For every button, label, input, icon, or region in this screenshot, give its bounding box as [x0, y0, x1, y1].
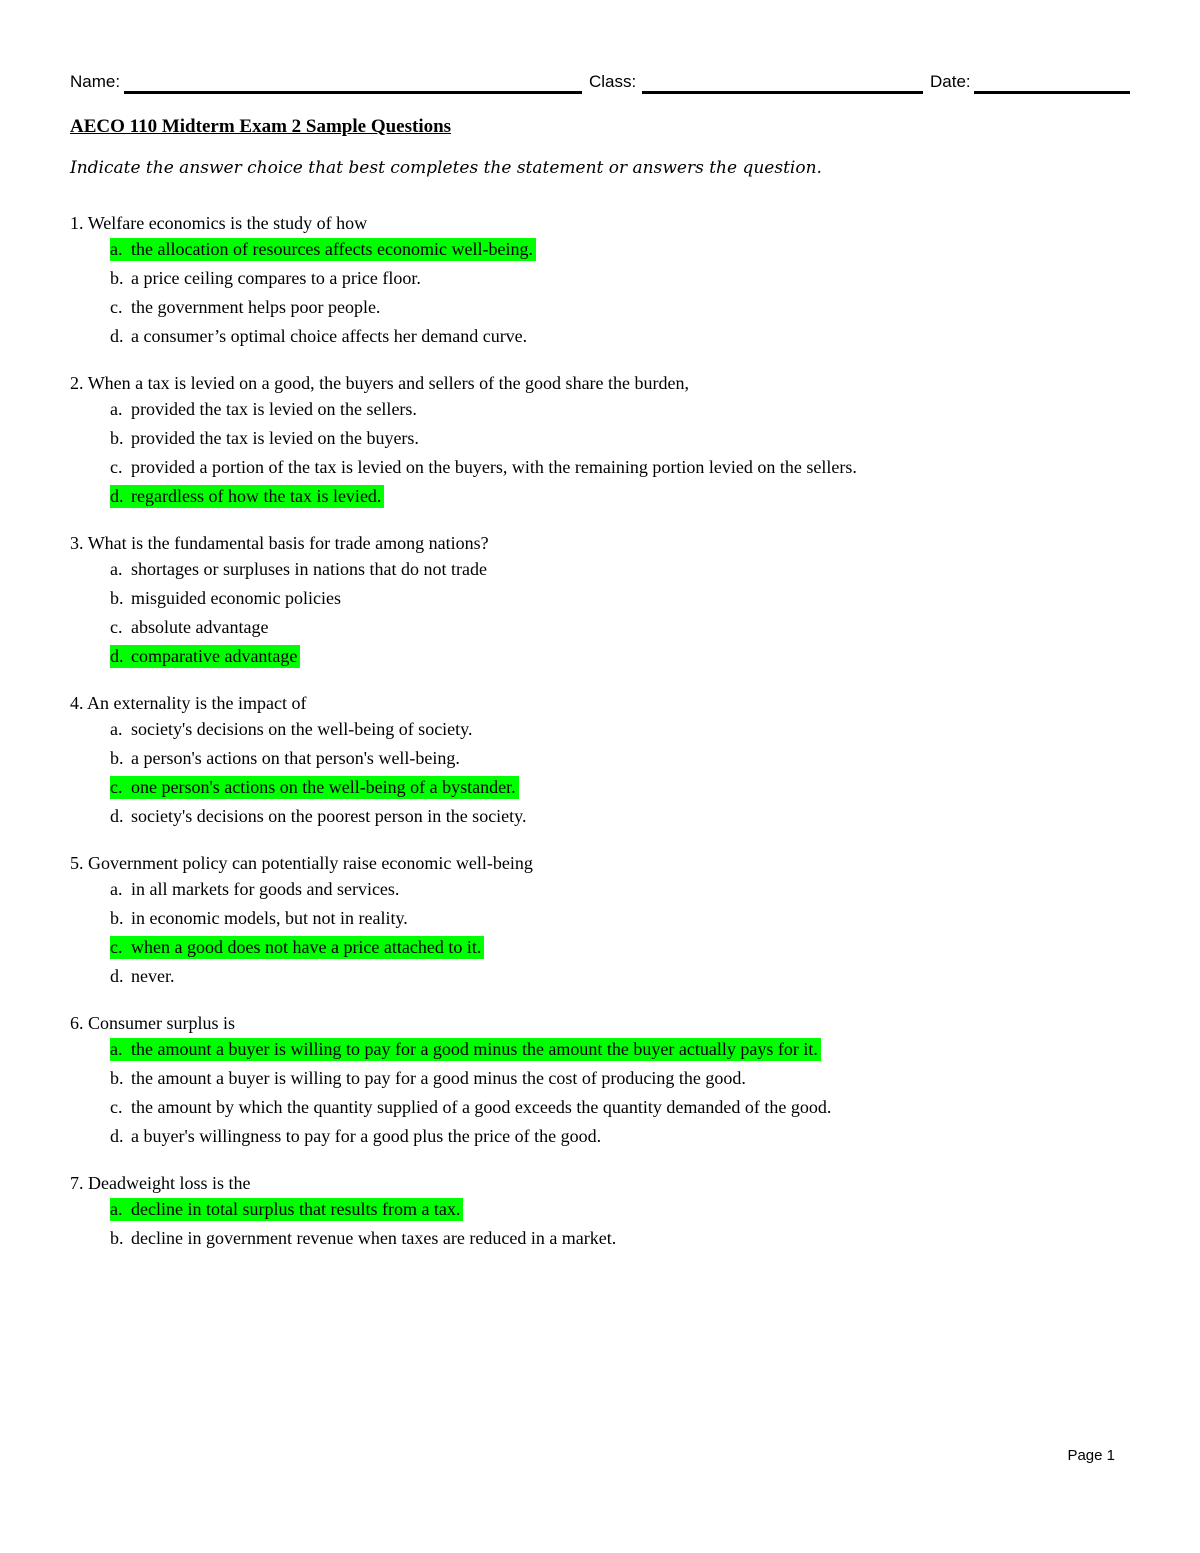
choice-letter: d. [110, 1126, 124, 1146]
question-text: Government policy can potentially raise economic well-being [88, 853, 533, 873]
choice-text: the amount a buyer is willing to pay for a good minus the amount the buyer actually pays for it. [131, 1039, 818, 1059]
question-text: Consumer surplus is [88, 1013, 236, 1033]
choice-text: the government helps poor people. [131, 297, 381, 317]
choice-text: a price ceiling compares to a price floor. [131, 268, 421, 288]
answer-choice[interactable] [110, 1227, 970, 1250]
question-item [70, 531, 970, 668]
choice-letter: b. [110, 1228, 124, 1248]
question-text: What is the fundamental basis for trade among nations? [87, 533, 489, 553]
question-item [70, 851, 970, 988]
choice-list [70, 718, 970, 828]
choice-list [70, 1038, 970, 1148]
exam-title: AECO 110 Midterm Exam 2 Sample Questions [70, 116, 452, 137]
choice-letter: b. [110, 268, 124, 288]
choice-text: one person's actions on the well-being of a bystander. [131, 777, 516, 797]
choice-content [110, 747, 460, 770]
question-stem [70, 1011, 970, 1036]
answer-choice[interactable] [110, 267, 970, 290]
choice-letter: c. [110, 457, 123, 477]
question-list [70, 211, 970, 1273]
choice-letter: b. [110, 428, 124, 448]
answer-choice[interactable] [110, 965, 970, 988]
question-item [70, 691, 970, 828]
choice-text: the amount a buyer is willing to pay for a good minus the cost of producing the good. [131, 1068, 746, 1088]
choice-list [70, 878, 970, 988]
choice-letter: c. [110, 1097, 123, 1117]
answer-choice[interactable] [110, 296, 970, 319]
choice-text: regardless of how the tax is levied. [131, 486, 382, 506]
choice-text: a consumer’s optimal choice affects her demand curve. [131, 326, 528, 346]
choice-letter: d. [110, 486, 124, 506]
question-number: 2. [70, 373, 84, 393]
choice-content [110, 1125, 601, 1148]
answer-choice[interactable] [110, 805, 970, 828]
choice-letter: d. [110, 326, 124, 346]
choice-letter: b. [110, 588, 124, 608]
choice-letter: b. [110, 908, 124, 928]
question-stem [70, 1171, 970, 1196]
choice-text: society's decisions on the well-being of society. [131, 719, 473, 739]
question-item [70, 211, 970, 348]
choice-text: society's decisions on the poorest person in the society. [131, 806, 527, 826]
choice-list [70, 238, 970, 348]
answer-choice[interactable] [110, 325, 970, 348]
choice-content [110, 398, 417, 421]
choice-content [110, 325, 527, 348]
choice-letter: c. [110, 617, 123, 637]
choice-text: decline in total surplus that results from a tax. [131, 1199, 461, 1219]
choice-letter: c. [110, 777, 123, 797]
choice-text: the allocation of resources affects economic well-being. [131, 239, 534, 259]
choice-content [110, 1067, 746, 1090]
choice-letter: c. [110, 937, 123, 957]
answer-choice[interactable] [110, 456, 970, 479]
choice-letter: a. [110, 239, 123, 259]
choice-text: provided the tax is levied on the buyers. [131, 428, 419, 448]
choice-text: provided a portion of the tax is levied on the buyers, with the remaining portion levied on the sellers. [131, 457, 857, 477]
question-stem [70, 531, 970, 556]
question-number: 4. [70, 693, 84, 713]
question-stem [70, 371, 970, 396]
choice-content [110, 936, 484, 959]
answer-choice-highlighted[interactable] [110, 238, 970, 261]
choice-content [110, 587, 341, 610]
choice-letter: d. [110, 806, 124, 826]
choice-content [110, 238, 536, 261]
answer-choice[interactable] [110, 427, 970, 450]
choice-text: a person's actions on that person's well-being. [131, 748, 460, 768]
answer-choice-highlighted[interactable] [110, 776, 970, 799]
choice-text: the amount by which the quantity supplied of a good exceeds the quantity demanded of the good. [131, 1097, 832, 1117]
choice-text: absolute advantage [131, 617, 269, 637]
choice-content [110, 616, 268, 639]
choice-list [70, 558, 970, 668]
choice-content [110, 558, 487, 581]
choice-letter: a. [110, 719, 123, 739]
choice-content [110, 805, 527, 828]
answer-choice-highlighted[interactable] [110, 1038, 970, 1061]
choice-text: comparative advantage [131, 646, 298, 666]
choice-text: a buyer's willingness to pay for a good plus the price of the good. [131, 1126, 602, 1146]
choice-text: in all markets for goods and services. [131, 879, 400, 899]
choice-content [110, 776, 519, 799]
question-item [70, 371, 970, 508]
choice-letter: d. [110, 646, 124, 666]
question-stem [70, 691, 970, 716]
choice-content [110, 1038, 821, 1061]
choice-content [110, 1198, 463, 1221]
choice-text: provided the tax is levied on the sellers. [131, 399, 417, 419]
answer-choice[interactable] [110, 398, 970, 421]
answer-choice-highlighted[interactable] [110, 485, 970, 508]
instructions: Indicate the answer choice that best completes the statement or answers the question. [70, 158, 822, 178]
choice-text: in economic models, but not in reality. [131, 908, 408, 928]
answer-choice[interactable] [110, 1125, 970, 1148]
choice-content [110, 878, 399, 901]
choice-content [110, 267, 421, 290]
question-item [70, 1171, 970, 1250]
choice-content [110, 907, 408, 930]
question-number: 1. [70, 213, 84, 233]
choice-letter: b. [110, 748, 124, 768]
choice-letter: c. [110, 297, 123, 317]
choice-list [70, 398, 970, 508]
answer-choice-highlighted[interactable] [110, 645, 970, 668]
question-text: Welfare economics is the study of how [87, 213, 368, 233]
date-blank-line[interactable] [974, 91, 1130, 94]
question-stem [70, 851, 970, 876]
question-number: 6. [70, 1013, 84, 1033]
class-label: Class: [589, 72, 637, 91]
choice-content [110, 718, 473, 741]
question-stem [70, 211, 970, 236]
choice-text: when a good does not have a price attached to it. [131, 937, 482, 957]
answer-choice-highlighted[interactable] [110, 936, 970, 959]
choice-letter: d. [110, 966, 124, 986]
choice-letter: a. [110, 399, 123, 419]
answer-choice[interactable] [110, 747, 970, 770]
choice-letter: b. [110, 1068, 124, 1088]
question-number: 3. [70, 533, 84, 553]
name-blank-line[interactable] [124, 91, 582, 94]
answer-choice[interactable] [110, 878, 970, 901]
answer-choice[interactable] [110, 907, 970, 930]
choice-list [70, 1198, 970, 1250]
choice-letter: a. [110, 1199, 123, 1219]
answer-choice-highlighted[interactable] [110, 1198, 970, 1221]
question-text: When a tax is levied on a good, the buyers and sellers of the good share the burden, [87, 373, 690, 393]
answer-choice[interactable] [110, 1067, 970, 1090]
question-number: 7. [70, 1173, 84, 1193]
answer-choice[interactable] [110, 616, 970, 639]
choice-text: misguided economic policies [131, 588, 341, 608]
question-number: 5. [70, 853, 84, 873]
choice-content [110, 645, 300, 668]
choice-letter: a. [110, 1039, 123, 1059]
page-number: Page 1 [1067, 1447, 1115, 1464]
choice-letter: a. [110, 879, 123, 899]
choice-content [110, 485, 384, 508]
answer-choice[interactable] [110, 718, 970, 741]
answer-choice[interactable] [110, 558, 970, 581]
choice-content [110, 427, 419, 450]
choice-content [110, 296, 380, 319]
choice-text: decline in government revenue when taxes are reduced in a market. [131, 1228, 617, 1248]
choice-content [110, 1096, 831, 1119]
choice-content [110, 456, 857, 479]
question-text: An externality is the impact of [87, 693, 307, 713]
choice-content [110, 965, 174, 988]
student-info-header [70, 72, 1130, 96]
answer-choice[interactable] [110, 1096, 970, 1119]
answer-choice[interactable] [110, 587, 970, 610]
question-text: Deadweight loss is the [88, 1173, 251, 1193]
choice-letter: a. [110, 559, 123, 579]
choice-text: never. [131, 966, 175, 986]
name-label: Name: [70, 72, 121, 91]
choice-content [110, 1227, 616, 1250]
date-label: Date: [930, 72, 971, 91]
question-item [70, 1011, 970, 1148]
choice-text: shortages or surpluses in nations that do not trade [131, 559, 487, 579]
class-blank-line[interactable] [642, 91, 923, 94]
